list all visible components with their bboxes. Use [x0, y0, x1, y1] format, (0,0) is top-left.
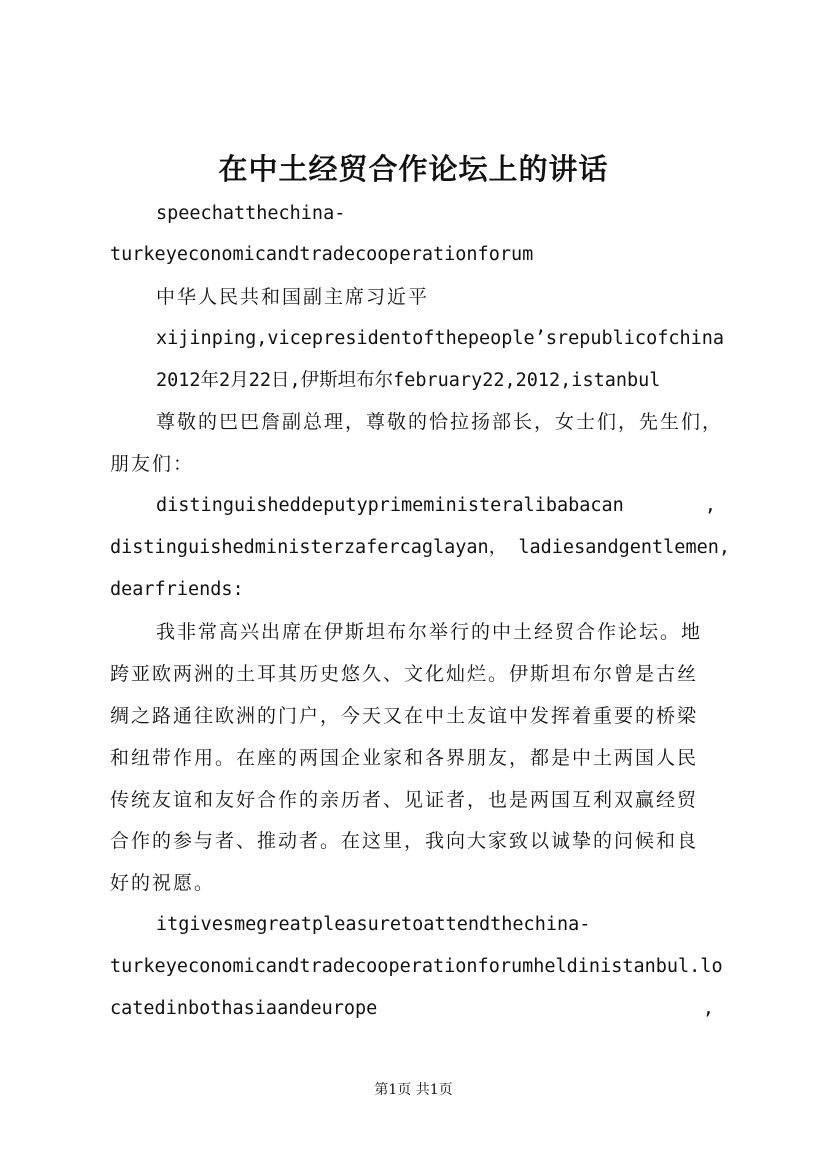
text-segment: ,: [702, 998, 714, 1019]
text-segment: catedinbothasiaandeurope: [110, 998, 378, 1019]
text-line: 跨亚欧两洲的土耳其历史悠久、文化灿烂。伊斯坦布尔曾是古丝: [110, 663, 699, 685]
text-line: 尊敬的巴巴詹副总理，尊敬的恰拉扬部长，女士们，先生们，: [156, 411, 724, 433]
text-line: 合作的参与者、推动者。在这里，我向大家致以诚挚的问候和良: [110, 830, 699, 852]
text-line: 中华人民共和国副主席习近平: [156, 286, 430, 308]
text-segment: distinguisheddeputyprimeministeralibabacan: [156, 495, 624, 516]
text-line: xijinping,vicepresidentofthepeople’srepublicofchina: [156, 328, 725, 349]
text-line: turkeyeconomicandtradecooperationforumheldinistanbul.lo: [110, 956, 723, 977]
page-footer: 第1页 共1页: [374, 1082, 453, 1098]
text-line: 朋友们：: [110, 453, 195, 475]
text-line: 我非常高兴出席在伊斯坦布尔举行的中土经贸合作论坛。地: [156, 621, 703, 643]
text-line: turkeyeconomicandtradecooperationforum: [110, 244, 534, 265]
text-line: 好的祝愿。: [110, 872, 216, 894]
text-line: 传统友谊和友好合作的亲历者、见证者，也是两国互利双赢经贸: [110, 789, 699, 811]
text-line: 绸之路通往欧洲的门户，今天又在中土友谊中发挥着重要的桥梁: [110, 705, 699, 727]
document-title: 在中土经贸合作论坛上的讲话: [218, 152, 609, 186]
text-segment: ,: [704, 495, 716, 516]
text-segment: distinguishedministerzafercaglayan，: [110, 537, 508, 558]
text-line: dearfriends:: [110, 579, 244, 600]
text-line: [110, 997, 714, 1021]
text-line: [110, 536, 730, 560]
text-line: 和纽带作用。在座的两国企业家和各界朋友，都是中土两国人民: [110, 747, 699, 769]
text-line: itgivesmegreatpleasuretoattendthechina-: [156, 914, 591, 935]
text-line: [156, 494, 716, 518]
text-line: 2012年2月22日,伊斯坦布尔february22,2012,istanbul: [156, 370, 661, 391]
text-line: speechatthechina-: [156, 203, 346, 224]
text-segment: ladiesandgentlemen,: [518, 537, 730, 558]
